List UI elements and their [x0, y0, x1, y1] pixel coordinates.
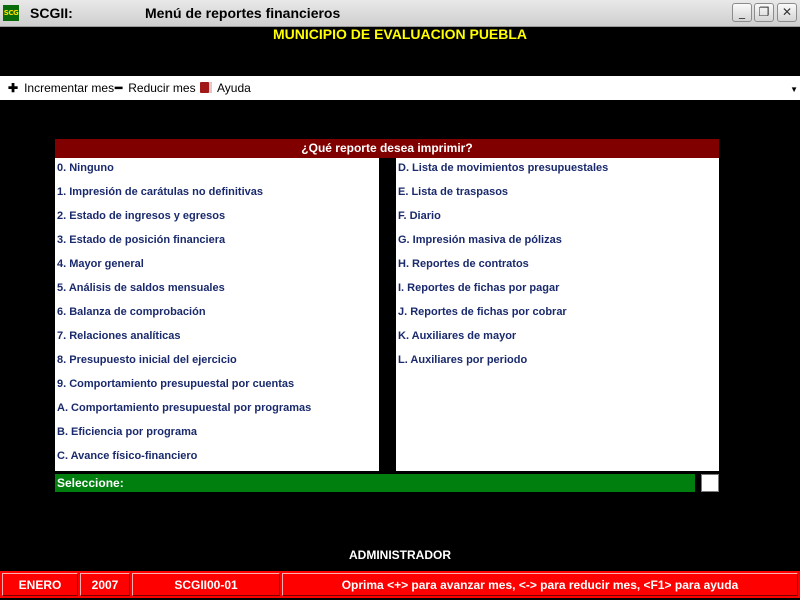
report-option-8[interactable]: 8. Presupuesto inicial del ejercicio	[57, 354, 237, 366]
status-bar	[0, 571, 800, 598]
select-label: Seleccione:	[57, 476, 124, 490]
municipality-title: MUNICIPIO DE EVALUACION PUEBLA	[272, 26, 528, 42]
report-option-i[interactable]: I. Reportes de fichas por pagar	[398, 282, 560, 294]
report-option-1[interactable]: 1. Impresión de carátulas no definitivas	[57, 186, 264, 198]
plus-icon: ✚	[8, 81, 19, 95]
status-month: ENERO	[2, 573, 78, 596]
minimize-button[interactable]: _	[732, 3, 752, 22]
report-options-right	[396, 158, 719, 471]
status-year: 2007	[80, 573, 130, 596]
app-icon[interactable]: SCG	[3, 5, 19, 21]
report-option-9[interactable]: 9. Comportamiento presupuestal por cuentas	[57, 378, 295, 390]
app-name: SCGII:	[30, 5, 73, 21]
report-option-0[interactable]: 0. Ninguno	[57, 162, 114, 174]
status-screen-code: SCGII00-01	[132, 573, 280, 596]
book-icon	[200, 82, 212, 93]
report-option-j[interactable]: J. Reportes de fichas por cobrar	[398, 306, 567, 318]
reduce-month-button[interactable]	[115, 76, 196, 100]
report-option-b[interactable]: B. Eficiencia por programa	[57, 426, 197, 438]
close-button[interactable]: ✕	[777, 3, 797, 22]
report-option-7[interactable]: 7. Relaciones analíticas	[57, 330, 181, 342]
report-option-3[interactable]: 3. Estado de posición financiera	[57, 234, 226, 246]
window-title: Menú de reportes financieros	[145, 5, 341, 21]
reduce-month-label: Reducir mes	[128, 81, 196, 95]
report-option-a[interactable]: A. Comportamiento presupuestal por programas	[57, 402, 312, 414]
report-option-6[interactable]: 6. Balanza de comprobación	[57, 306, 206, 318]
help-label: Ayuda	[217, 81, 251, 95]
report-option-c[interactable]: C. Avance físico-financiero	[57, 450, 198, 462]
toolbar	[0, 76, 800, 100]
report-options-left	[55, 158, 379, 471]
increment-month-label: Incrementar mes	[24, 81, 115, 95]
help-button[interactable]	[200, 76, 251, 100]
report-option-g[interactable]: G. Impresión masiva de pólizas	[398, 234, 562, 246]
status-help-text: Oprima <+> para avanzar mes, <-> para reducir mes, <F1> para ayuda	[282, 573, 798, 596]
report-option-l[interactable]: L. Auxiliares por periodo	[398, 354, 528, 366]
report-option-d[interactable]: D. Lista de movimientos presupuestales	[398, 162, 609, 174]
increment-month-button[interactable]	[8, 76, 114, 100]
toolbar-chevron-down-icon[interactable]: ▼	[790, 85, 798, 94]
report-question-header: ¿Qué reporte desea imprimir?	[55, 139, 719, 158]
report-option-e[interactable]: E. Lista de traspasos	[398, 186, 509, 198]
title-bar[interactable]	[0, 0, 800, 27]
maximize-button[interactable]: ❐	[754, 3, 774, 22]
selection-input[interactable]	[701, 474, 719, 492]
report-option-k[interactable]: K. Auxiliares de mayor	[398, 330, 517, 342]
report-option-f[interactable]: F. Diario	[398, 210, 441, 222]
report-option-5[interactable]: 5. Análisis de saldos mensuales	[57, 282, 225, 294]
current-user: ADMINISTRADOR	[349, 548, 451, 562]
select-prompt-bar	[55, 474, 695, 492]
report-option-h[interactable]: H. Reportes de contratos	[398, 258, 529, 270]
report-option-2[interactable]: 2. Estado de ingresos y egresos	[57, 210, 226, 222]
report-option-4[interactable]: 4. Mayor general	[57, 258, 144, 270]
minus-icon: ━	[115, 81, 123, 95]
